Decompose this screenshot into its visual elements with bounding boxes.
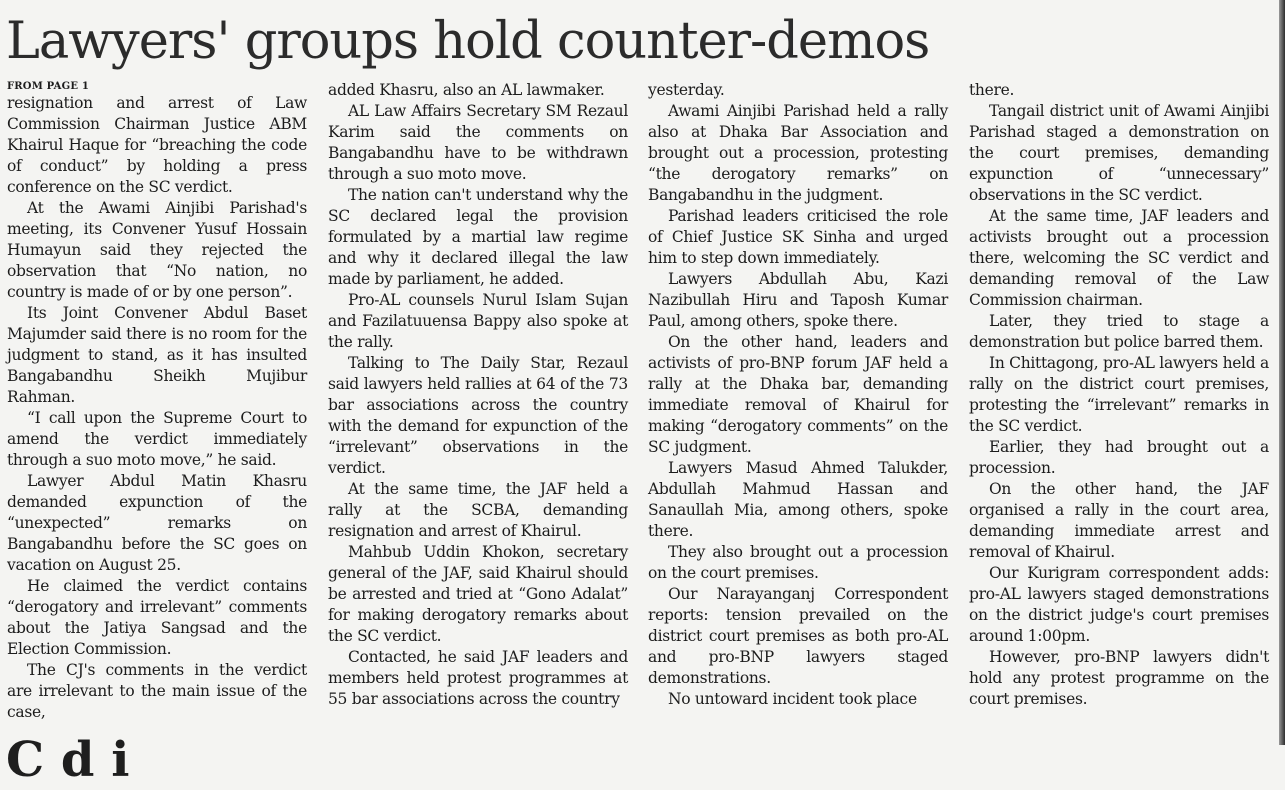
paragraph: However, pro-BNP lawyers didn't hold any protest programme on the court premises. bbox=[969, 648, 1269, 708]
paragraph: Contacted, he said JAF leaders and members held protest programmes at 55 bar associations across the country bbox=[328, 648, 628, 708]
paragraph: The nation can't understand why the SC declared legal the provision formulated by a martial law regime and why it declared illegal the law made by parliament, he added. bbox=[328, 186, 628, 288]
paragraph: Lawyer Abdul Matin Khasru demanded expunction of the “unexpected” remarks on Bangabandhu before the SC goes on vacation on August 25. bbox=[7, 472, 307, 574]
jump-label: FROM PAGE 1 bbox=[7, 81, 90, 92]
paragraph: there. bbox=[969, 81, 1015, 99]
paragraph: The CJ's comments in the verdict are irrelevant to the main issue of the case, bbox=[7, 661, 307, 721]
paragraph: AL Law Affairs Secretary SM Rezaul Karim said the comments on Bangabandhu have to be withdrawn through a suo moto move. bbox=[328, 102, 628, 183]
paragraph: Earlier, they had brought out a procession. bbox=[969, 438, 1269, 477]
paragraph: Awami Ainjibi Parishad held a rally also at Dhaka Bar Association and brought out a procession, protesting “the derogatory remarks” on Bangabandhu in the judgment. bbox=[648, 102, 948, 204]
paragraph: Pro-AL counsels Nurul Islam Sujan and Fazilatuuensa Bappy also spoke at the rally. bbox=[328, 291, 628, 351]
page-edge-shadow bbox=[1279, 0, 1285, 745]
paragraph: At the Awami Ainjibi Parishad's meeting, its Convener Yusuf Hossain Humayun said they rejected the observation that “No nation, no country is made of or by one person”. bbox=[7, 199, 307, 301]
paragraph: Mahbub Uddin Khokon, secretary general of the JAF, said Khairul should be arrested and tried at “Gono Adalat” for making derogatory remarks about the SC verdict. bbox=[328, 543, 628, 645]
next-article-headline-fragment: C d i bbox=[6, 732, 130, 788]
paragraph: added Khasru, also an AL lawmaker. bbox=[328, 81, 605, 99]
paragraph: Our Narayanganj Correspondent reports: tension prevailed on the district court premises as both pro-AL and pro-BNP lawyers staged demonstrations. bbox=[648, 585, 948, 687]
article-column-2 bbox=[328, 80, 628, 710]
paragraph: On the other hand, the JAF organised a rally in the court area, demanding immediate arrest and removal of Khairul. bbox=[969, 480, 1269, 561]
paragraph: Our Kurigram correspondent adds: pro-AL lawyers staged demonstrations on the district judge's court premises around 1:00pm. bbox=[969, 564, 1269, 645]
paragraph: At the same time, the JAF held a rally at the SCBA, demanding resignation and arrest of Khairul. bbox=[328, 480, 628, 540]
paragraph: Lawyers Abdullah Abu, Kazi Nazibullah Hiru and Taposh Kumar Paul, among others, spoke there. bbox=[648, 270, 948, 330]
article-headline: Lawyers' groups hold counter-demos bbox=[6, 12, 930, 71]
article-column-3 bbox=[648, 80, 948, 710]
paragraph: Parishad leaders criticised the role of Chief Justice SK Sinha and urged him to step down immediately. bbox=[648, 207, 948, 267]
paragraph: Talking to The Daily Star, Rezaul said lawyers held rallies at 64 of the 73 bar associations across the country with the demand for expunction of the “irrelevant” observations in the verdict. bbox=[328, 354, 628, 477]
paragraph: Its Joint Convener Abdul Baset Majumder said there is no room for the judgment to stand, as it has insulted Bangabandhu Sheikh Mujibur Rahman. bbox=[7, 304, 307, 406]
paragraph: yesterday. bbox=[648, 81, 725, 99]
paragraph: They also brought out a procession on the court premises. bbox=[648, 543, 948, 582]
paragraph: At the same time, JAF leaders and activists brought out a procession there, welcoming the SC verdict and demanding removal of the Law Commission chairman. bbox=[969, 207, 1269, 309]
article-column-4 bbox=[969, 80, 1269, 710]
paragraph: In Chittagong, pro-AL lawyers held a rally on the district court premises, protesting the “irrelevant” remarks in the SC verdict. bbox=[969, 354, 1269, 435]
paragraph: resignation and arrest of Law Commission Chairman Justice ABM Khairul Haque for “breaching the code of conduct” by holding a press conference on the SC verdict. bbox=[7, 94, 307, 196]
article-column-1 bbox=[7, 80, 307, 723]
paragraph: “I call upon the Supreme Court to amend the verdict immediately through a suo moto move,” he said. bbox=[7, 409, 307, 469]
paragraph: Lawyers Masud Ahmed Talukder, Abdullah Mahmud Hassan and Sanaullah Mia, among others, spoke there. bbox=[648, 459, 948, 540]
paragraph: He claimed the verdict contains “derogatory and irrelevant” comments about the Jatiya Sangsad and the Election Commission. bbox=[7, 577, 307, 658]
paragraph: Tangail district unit of Awami Ainjibi Parishad staged a demonstration on the court premises, demanding expunction of “unnecessary” observations in the SC verdict. bbox=[969, 102, 1269, 204]
paragraph: No untoward incident took place bbox=[668, 690, 917, 708]
paragraph: Later, they tried to stage a demonstration but police barred them. bbox=[969, 312, 1269, 351]
paragraph: On the other hand, leaders and activists of pro-BNP forum JAF held a rally at the Dhaka bar, demanding immediate removal of Khairul for making “derogatory comments” on the SC judgment. bbox=[648, 333, 948, 456]
